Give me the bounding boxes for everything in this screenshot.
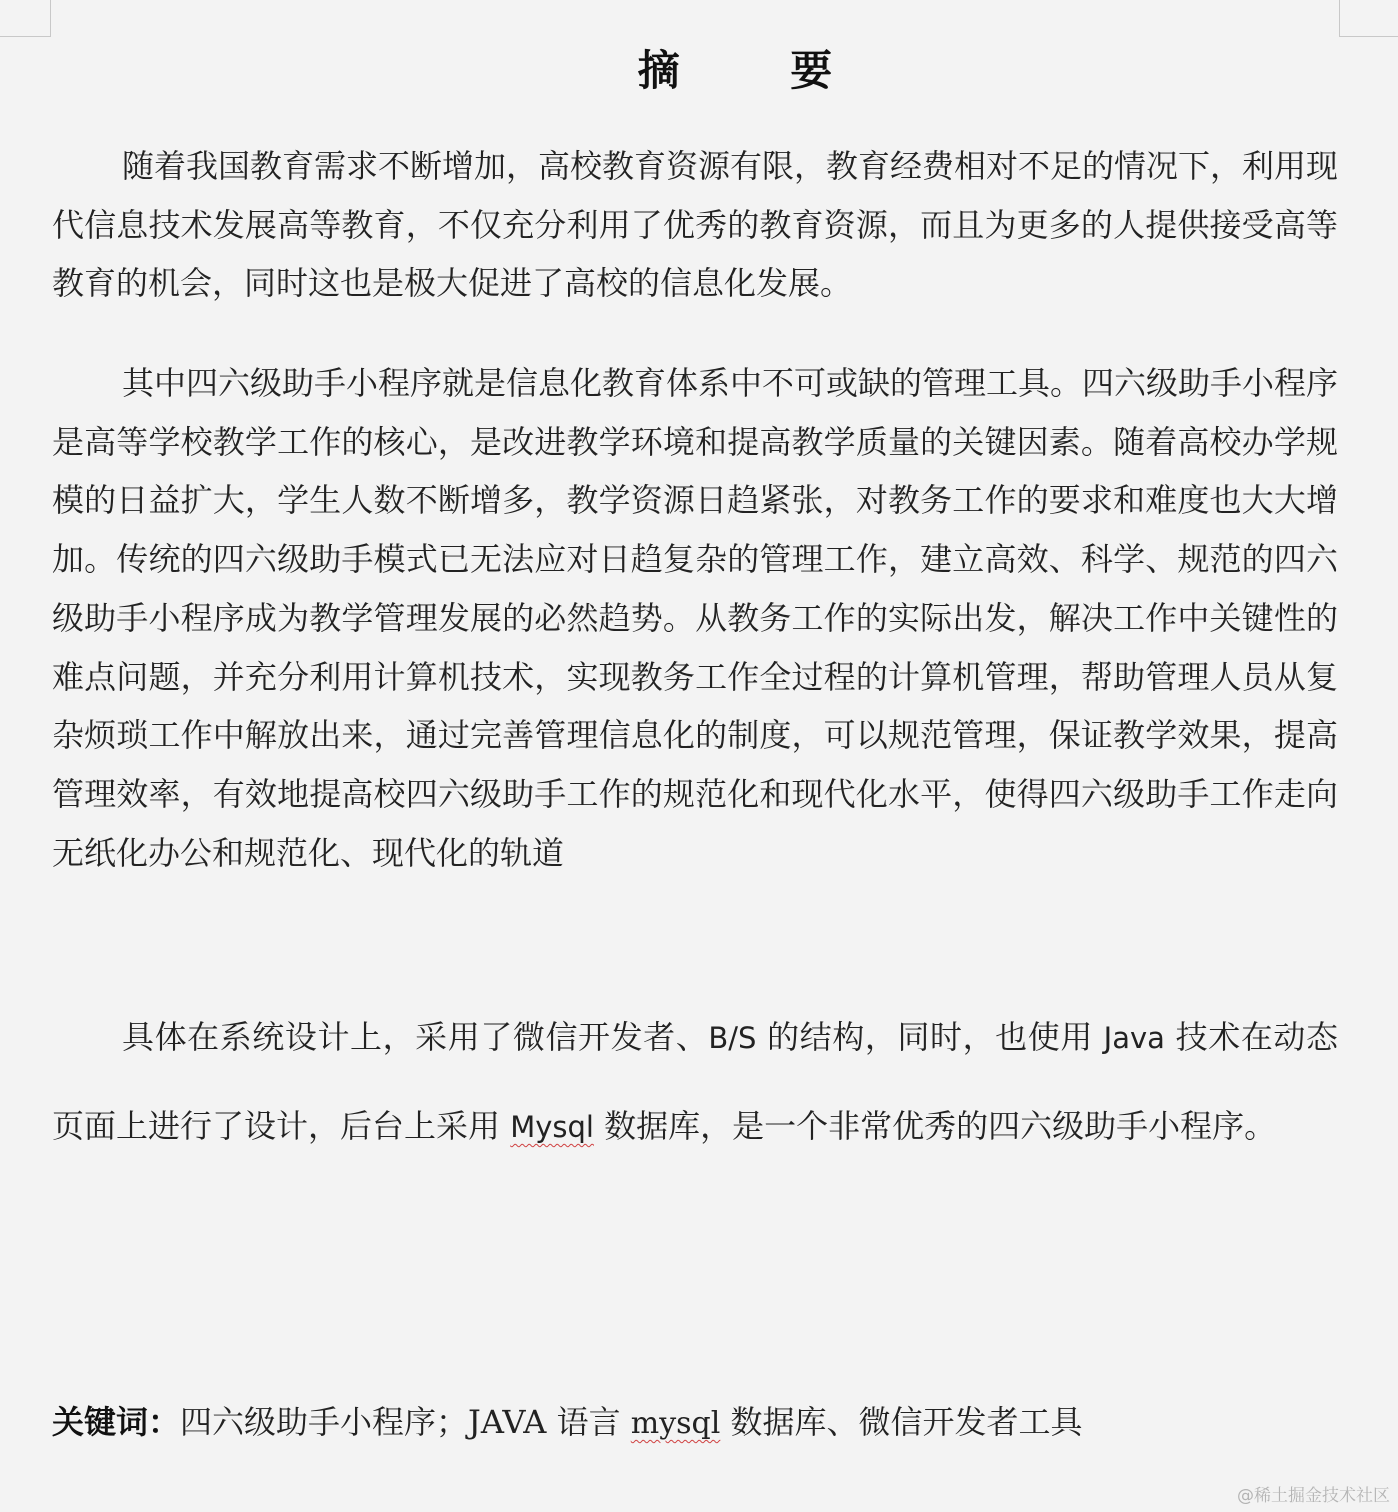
abstract-paragraph-1: 随着我国教育需求不断增加，高校教育资源有限，教育经费相对不足的情况下，利用现代信息技术发展高等教育，不仅充分利用了优秀的教育资源，而且为更多的人提供接受高等教育的机会，同时这也是极大促进了高校的信息化发展。 [52, 147, 1339, 302]
paragraph-3-text-3: 技术在动态页面上进行了设计，后台上采用 [52, 1018, 1338, 1145]
abstract-paragraph-3 [52, 993, 1338, 1171]
mysql-term-spellcheck: Mysql [510, 1110, 594, 1144]
page-corner-mark-top-left [0, 0, 51, 37]
abstract-title: 摘 要 [637, 46, 881, 95]
bs-term: B/S [708, 1021, 757, 1055]
java-term: Java [1103, 1021, 1165, 1055]
paragraph-3-text-4: 数据库，是一个非常优秀的四六级助手小程序。 [593, 1107, 1277, 1145]
keywords-line [52, 1398, 1338, 1448]
page-corner-mark-top-right [1339, 0, 1398, 37]
keywords-text-1: 四六级助手小程序；JAVA 语言 [180, 1403, 631, 1441]
keywords-text-2: 数据库、微信开发者工具 [720, 1403, 1083, 1441]
watermark: @稀土掘金技术社区 [1237, 1486, 1390, 1506]
keywords-mysql-spellcheck: mysql [630, 1406, 721, 1441]
paragraph-3-text-2: 的结构，同时，也使用 [756, 1018, 1104, 1056]
keywords-label: 关键词： [52, 1403, 181, 1441]
paragraph-3-text-1: 具体在系统设计上，采用了微信开发者、 [122, 1018, 709, 1056]
abstract-paragraph-2: 其中四六级助手小程序就是信息化教育体系中不可或缺的管理工具。四六级助手小程序是高等学校教学工作的核心，是改进教学环境和提高教学质量的关键因素。随着高校办学规模的日益扩大，学生人数不断增多，教学资源日趋紧张，对教务工作的要求和难度也大大增加。传统的四六级助手模式已无法应对日趋复杂的管理工作，建立高效、科学、规范的四六级助手小程序成为教学管理发展的必然趋势。从教务工作的实际出发，解决工作中关键性的难点问题，并充分利用计算机技术，实现教务工作全过程的计算机管理，帮助管理人员从复杂烦琐工作中解放出来，通过完善管理信息化的制度，可以规范管理，保证教学效果，提高管理效率，有效地提高校四六级助手工作的规范化和现代化水平，使得四六级助手工作走向无纸化办公和规范化、现代化的轨道 [52, 364, 1339, 872]
